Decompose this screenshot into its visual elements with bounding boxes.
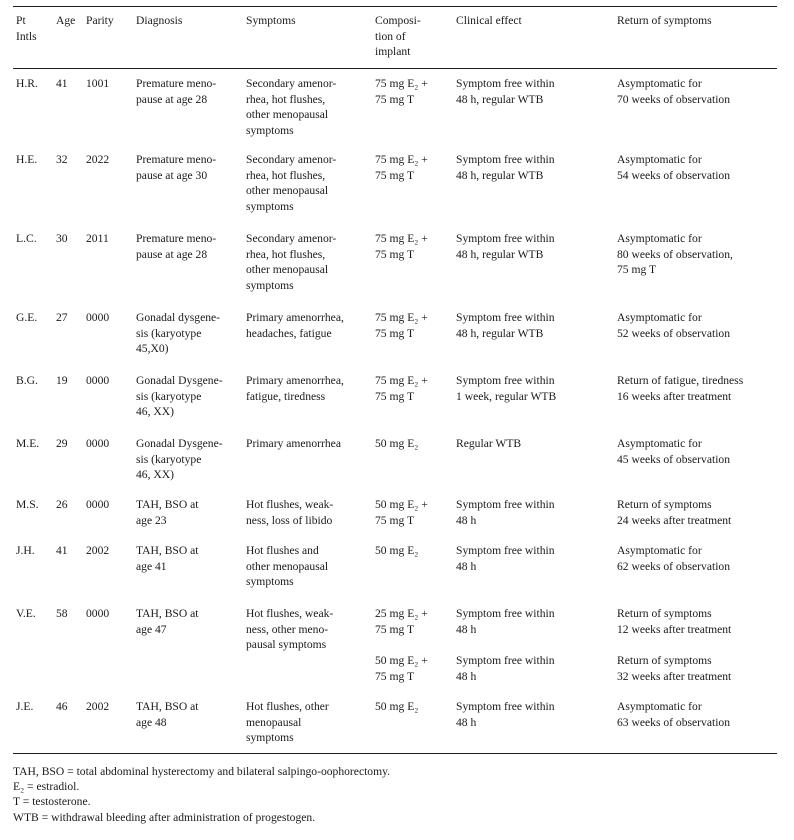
parity xyxy=(86,76,109,92)
composition xyxy=(375,497,465,528)
return-of-symptoms-line: Return of symptoms xyxy=(617,654,712,667)
age xyxy=(56,373,68,389)
age-text: 29 xyxy=(56,437,68,450)
footnote: T = testosterone. xyxy=(13,795,91,809)
bottom-rule xyxy=(13,753,777,754)
age-text: 27 xyxy=(56,311,68,324)
composition-line: 75 mg T xyxy=(375,92,415,106)
composition-line: 50 mg E₂ xyxy=(375,437,419,450)
diagnosis-line: age 47 xyxy=(136,622,167,636)
patient-initials xyxy=(16,231,37,247)
age xyxy=(56,310,68,326)
diagnosis-line: Premature meno- xyxy=(136,153,217,166)
header-clinical-effect xyxy=(456,13,616,29)
return-of-symptoms xyxy=(617,497,787,528)
composition xyxy=(375,310,465,341)
clinical-effect xyxy=(456,497,616,528)
patient-initials-text: J.H. xyxy=(16,544,35,557)
symptoms xyxy=(246,152,376,214)
header-diagnosis xyxy=(136,13,248,29)
clinical-effect-line: Symptom free within xyxy=(456,700,555,713)
symptoms-line: Primary amenorrhea xyxy=(246,437,341,450)
parity xyxy=(86,310,109,326)
clinical-effect-line: 1 week, regular WTB xyxy=(456,389,557,403)
return-of-symptoms-line: Return of symptoms xyxy=(617,607,712,620)
age-text: 19 xyxy=(56,374,68,387)
parity xyxy=(86,699,109,715)
parity-text: 1001 xyxy=(86,77,110,90)
diagnosis xyxy=(136,699,248,730)
diagnosis-line: TAH, BSO at xyxy=(136,607,199,620)
patient-initials xyxy=(16,152,37,168)
symptoms-line: pausal symptoms xyxy=(246,638,327,652)
return-of-symptoms-line: 75 mg T xyxy=(617,263,657,277)
diagnosis-line: pause at age 28 xyxy=(136,92,208,106)
diagnosis-line: Gonadal dysgene- xyxy=(136,311,221,324)
age xyxy=(56,606,68,622)
symptoms-line: Hot flushes, weak- xyxy=(246,607,334,620)
parity-text: 0000 xyxy=(86,498,110,511)
return-of-symptoms-line: Asymptomatic for xyxy=(617,232,702,245)
return-of-symptoms-line: Return of symptoms xyxy=(617,498,712,511)
clinical-effect xyxy=(456,310,616,341)
clinical-effect xyxy=(456,76,616,107)
diagnosis-line: Gonadal Dysgene- xyxy=(136,374,223,387)
parity xyxy=(86,373,109,389)
age xyxy=(56,436,68,452)
symptoms-line: Hot flushes and xyxy=(246,544,319,557)
header-composition-line: Composi- xyxy=(375,14,421,27)
age xyxy=(56,543,68,559)
patient-initials xyxy=(16,699,33,715)
clinical-effect-line: Symptom free within xyxy=(456,77,555,90)
return-of-symptoms-line: Return of fatigue, tiredness xyxy=(617,374,744,387)
symptoms-line: Hot flushes, other xyxy=(246,700,329,713)
top-rule xyxy=(13,6,777,7)
return-of-symptoms-line: 63 weeks of observation xyxy=(617,715,731,729)
clinical-effect-line: Symptom free within xyxy=(456,607,555,620)
symptoms-line: Secondary amenor- xyxy=(246,232,337,245)
diagnosis-line: pause at age 30 xyxy=(136,168,208,182)
return-of-symptoms-line: 45 weeks of observation xyxy=(617,452,731,466)
symptoms-line: rhea, hot flushes, xyxy=(246,247,326,261)
header-composition xyxy=(375,13,465,60)
return-of-symptoms-line: Asymptomatic for xyxy=(617,153,702,166)
age-text: 41 xyxy=(56,544,68,557)
return-of-symptoms-line: 62 weeks of observation xyxy=(617,559,731,573)
symptoms-line: symptoms xyxy=(246,123,294,137)
parity-text: 2002 xyxy=(86,544,110,557)
symptoms-line: Primary amenorrhea, xyxy=(246,311,344,324)
composition-line: 75 mg T xyxy=(375,389,415,403)
header-diagnosis-line: Diagnosis xyxy=(136,14,183,27)
clinical-effect-line: Symptom free within xyxy=(456,311,555,324)
age xyxy=(56,231,68,247)
footnote: E₂ = estradiol. xyxy=(13,780,80,794)
symptoms xyxy=(246,699,376,746)
return-of-symptoms-line: 54 weeks of observation xyxy=(617,168,731,182)
age-text: 58 xyxy=(56,607,68,620)
diagnosis xyxy=(136,373,248,420)
clinical-effect-line: 48 h xyxy=(456,669,477,683)
symptoms-line: other menopausal xyxy=(246,184,329,198)
patient-initials-text: J.E. xyxy=(16,700,34,713)
symptoms-line: other menopausal xyxy=(246,108,329,122)
patient-initials-text: G.E. xyxy=(16,311,38,324)
diagnosis-line: 45,X0) xyxy=(136,342,169,356)
composition-line: 50 mg E₂ + xyxy=(375,654,428,667)
parity-text: 2022 xyxy=(86,153,110,166)
composition xyxy=(375,231,465,262)
parity-text: 0000 xyxy=(86,311,110,324)
footnote: TAH, BSO = total abdominal hysterectomy and bilateral salpingo-oophorectomy. xyxy=(13,765,391,778)
diagnosis-line: TAH, BSO at xyxy=(136,498,199,511)
composition xyxy=(375,606,465,637)
return-of-symptoms-line: 16 weeks after treatment xyxy=(617,389,732,403)
clinical-effect-line: 48 h xyxy=(456,622,477,636)
age-text: 30 xyxy=(56,232,68,245)
clinical-effect-line: Symptom free within xyxy=(456,374,555,387)
diagnosis xyxy=(136,76,248,107)
clinical-effect xyxy=(456,699,616,730)
return-of-symptoms-line: 12 weeks after treatment xyxy=(617,622,732,636)
composition xyxy=(375,436,465,452)
diagnosis xyxy=(136,436,248,483)
header-symptoms xyxy=(246,13,376,29)
symptoms xyxy=(246,231,376,293)
clinical-effect xyxy=(456,152,616,183)
age xyxy=(56,76,68,92)
diagnosis-line: sis (karyotype xyxy=(136,326,202,340)
composition xyxy=(375,373,465,404)
return-of-symptoms-line: 70 weeks of observation xyxy=(617,92,731,106)
diagnosis-line: sis (karyotype xyxy=(136,389,202,403)
diagnosis-line: Premature meno- xyxy=(136,77,217,90)
symptoms-line: symptoms xyxy=(246,199,294,213)
diagnosis-line: age 48 xyxy=(136,715,167,729)
age-text: 32 xyxy=(56,153,68,166)
composition-line: 75 mg T xyxy=(375,168,415,182)
header-return-of-symptoms xyxy=(617,13,787,29)
clinical-effect xyxy=(456,653,616,684)
parity xyxy=(86,497,109,513)
diagnosis xyxy=(136,606,248,637)
symptoms-line: symptoms xyxy=(246,731,294,745)
return-of-symptoms xyxy=(617,76,787,107)
parity-text: 0000 xyxy=(86,437,110,450)
header-patient-initials xyxy=(16,13,37,44)
return-of-symptoms xyxy=(617,543,787,574)
return-of-symptoms-line: Asymptomatic for xyxy=(617,437,702,450)
clinical-effect xyxy=(456,543,616,574)
composition-line: 75 mg E₂ + xyxy=(375,77,428,90)
composition-line: 75 mg E₂ + xyxy=(375,311,428,324)
symptoms xyxy=(246,373,376,404)
parity-text: 0000 xyxy=(86,607,110,620)
header-return-of-symptoms-line: Return of symptoms xyxy=(617,14,712,27)
return-of-symptoms-line: 80 weeks of observation, xyxy=(617,247,733,261)
symptoms-line: rhea, hot flushes, xyxy=(246,168,326,182)
footnotes xyxy=(13,764,390,825)
composition-line: 50 mg E₂ xyxy=(375,544,419,557)
clinical-effect-line: Symptom free within xyxy=(456,232,555,245)
header-patient-initials-line: Pt xyxy=(16,14,26,27)
clinical-effect-line: 48 h, regular WTB xyxy=(456,92,544,106)
patient-initials-text: H.E. xyxy=(16,153,38,166)
patient-initials xyxy=(16,497,39,513)
clinical-effect-line: Symptom free within xyxy=(456,654,555,667)
symptoms-line: fatigue, tiredness xyxy=(246,389,326,403)
patient-initials-text: M.E. xyxy=(16,437,40,450)
return-of-symptoms xyxy=(617,653,787,684)
symptoms-line: other menopausal xyxy=(246,263,329,277)
symptoms-line: symptoms xyxy=(246,575,294,589)
header-patient-initials-line: Intls xyxy=(16,29,37,43)
return-of-symptoms-line: 32 weeks after treatment xyxy=(617,669,732,683)
patient-initials-text: B.G. xyxy=(16,374,38,387)
symptoms-line: rhea, hot flushes, xyxy=(246,92,326,106)
clinical-effect-line: Regular WTB xyxy=(456,437,522,450)
clinical-effect xyxy=(456,606,616,637)
clinical-effect-line: Symptom free within xyxy=(456,153,555,166)
parity xyxy=(86,436,109,452)
patient-initials xyxy=(16,543,35,559)
composition-line: 25 mg E₂ + xyxy=(375,607,428,620)
parity xyxy=(86,231,109,247)
return-of-symptoms xyxy=(617,310,787,341)
header-clinical-effect-line: Clinical effect xyxy=(456,14,522,27)
diagnosis-line: TAH, BSO at xyxy=(136,544,199,557)
symptoms xyxy=(246,76,376,138)
return-of-symptoms xyxy=(617,436,787,467)
patient-initials-text: H.R. xyxy=(16,77,38,90)
composition-line: 75 mg T xyxy=(375,669,415,683)
symptoms-line: symptoms xyxy=(246,278,294,292)
age xyxy=(56,497,68,513)
parity-text: 2002 xyxy=(86,700,110,713)
composition-line: 75 mg T xyxy=(375,247,415,261)
header-parity xyxy=(86,13,114,29)
header-age xyxy=(56,13,75,29)
diagnosis-line: age 23 xyxy=(136,513,167,527)
clinical-effect-line: Symptom free within xyxy=(456,498,555,511)
footnote: WTB = withdrawal bleeding after administration of progestogen. xyxy=(13,810,316,824)
parity xyxy=(86,543,109,559)
clinical-effect-line: 48 h, regular WTB xyxy=(456,168,544,182)
diagnosis-line: 46, XX) xyxy=(136,405,174,419)
return-of-symptoms xyxy=(617,606,787,637)
clinical-effect-line: 48 h xyxy=(456,513,477,527)
patient-initials-text: M.S. xyxy=(16,498,39,511)
age-text: 26 xyxy=(56,498,68,511)
symptoms-line: headaches, fatigue xyxy=(246,326,332,340)
composition xyxy=(375,653,465,684)
symptoms-line: ness, loss of libido xyxy=(246,513,333,527)
clinical-effect xyxy=(456,373,616,404)
return-of-symptoms xyxy=(617,699,787,730)
diagnosis-line: age 41 xyxy=(136,559,167,573)
symptoms xyxy=(246,436,376,452)
header-composition-line: tion of xyxy=(375,29,406,43)
diagnosis-line: Premature meno- xyxy=(136,232,217,245)
age xyxy=(56,152,68,168)
patient-initials xyxy=(16,436,39,452)
clinical-effect-line: Symptom free within xyxy=(456,544,555,557)
header-rule xyxy=(13,68,777,69)
header-age-line: Age xyxy=(56,14,76,27)
symptoms-line: Primary amenorrhea, xyxy=(246,374,344,387)
diagnosis xyxy=(136,152,248,183)
diagnosis xyxy=(136,310,248,357)
composition xyxy=(375,76,465,107)
parity-text: 2011 xyxy=(86,232,109,245)
symptoms-line: ness, other meno- xyxy=(246,622,329,636)
symptoms-line: menopausal xyxy=(246,715,302,729)
diagnosis-line: TAH, BSO at xyxy=(136,700,199,713)
patient-initials xyxy=(16,310,37,326)
return-of-symptoms-line: 52 weeks of observation xyxy=(617,326,731,340)
symptoms xyxy=(246,543,376,590)
symptoms xyxy=(246,606,376,653)
diagnosis-line: sis (karyotype xyxy=(136,452,202,466)
clinical-effect xyxy=(456,231,616,262)
composition xyxy=(375,699,465,715)
composition-line: 75 mg T xyxy=(375,513,415,527)
diagnosis xyxy=(136,497,248,528)
composition-line: 75 mg E₂ + xyxy=(375,153,428,166)
clinical-effect-line: 48 h xyxy=(456,715,477,729)
composition xyxy=(375,152,465,183)
diagnosis xyxy=(136,231,248,262)
return-of-symptoms-line: Asymptomatic for xyxy=(617,700,702,713)
clinical-effect-line: 48 h, regular WTB xyxy=(456,326,544,340)
return-of-symptoms xyxy=(617,231,787,278)
header-parity-line: Parity xyxy=(86,14,114,27)
diagnosis-line: pause at age 28 xyxy=(136,247,208,261)
composition-line: 75 mg T xyxy=(375,622,415,636)
diagnosis-line: 46, XX) xyxy=(136,468,174,482)
patient-initials xyxy=(16,373,38,389)
return-of-symptoms-line: Asymptomatic for xyxy=(617,311,702,324)
diagnosis-line: Gonadal Dysgene- xyxy=(136,437,223,450)
age xyxy=(56,699,68,715)
composition xyxy=(375,543,465,559)
composition-line: 75 mg T xyxy=(375,326,415,340)
symptoms xyxy=(246,310,376,341)
header-composition-line: implant xyxy=(375,45,411,59)
age-text: 41 xyxy=(56,77,68,90)
parity-text: 0000 xyxy=(86,374,110,387)
symptoms xyxy=(246,497,376,528)
patient-initials-text: L.C. xyxy=(16,232,37,245)
symptoms-line: other menopausal xyxy=(246,559,329,573)
composition-line: 75 mg E₂ + xyxy=(375,232,428,245)
return-of-symptoms xyxy=(617,373,787,404)
symptoms-line: Secondary amenor- xyxy=(246,77,337,90)
return-of-symptoms-line: 24 weeks after treatment xyxy=(617,513,732,527)
clinical-effect xyxy=(456,436,616,452)
return-of-symptoms-line: Asymptomatic for xyxy=(617,544,702,557)
patient-initials-text: V.E. xyxy=(16,607,36,620)
parity xyxy=(86,606,109,622)
header-symptoms-line: Symptoms xyxy=(246,14,296,27)
symptoms-line: Hot flushes, weak- xyxy=(246,498,334,511)
patient-initials xyxy=(16,606,36,622)
diagnosis xyxy=(136,543,248,574)
composition-line: 50 mg E₂ xyxy=(375,700,419,713)
clinical-effect-line: 48 h xyxy=(456,559,477,573)
composition-line: 50 mg E₂ + xyxy=(375,498,428,511)
composition-line: 75 mg E₂ + xyxy=(375,374,428,387)
patient-initials xyxy=(16,76,38,92)
clinical-effect-line: 48 h, regular WTB xyxy=(456,247,544,261)
parity xyxy=(86,152,109,168)
age-text: 46 xyxy=(56,700,68,713)
return-of-symptoms-line: Asymptomatic for xyxy=(617,77,702,90)
symptoms-line: Secondary amenor- xyxy=(246,153,337,166)
return-of-symptoms xyxy=(617,152,787,183)
